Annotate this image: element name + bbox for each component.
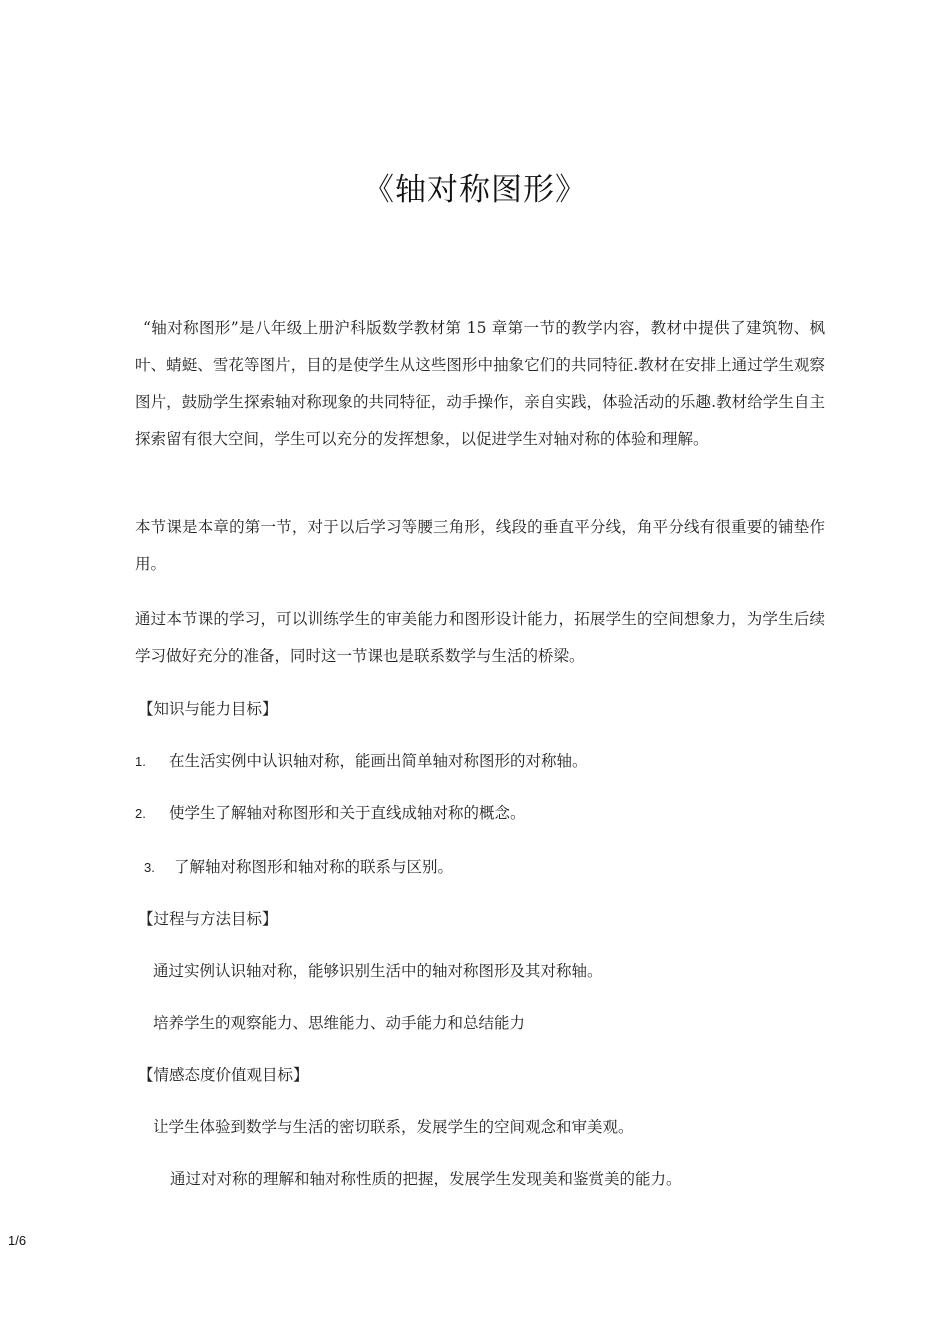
knowledge-item [144,855,453,880]
emotion-item: 通过对对称的理解和轴对称性质的把握，发展学生发现美和鉴赏美的能力。 [170,1170,682,1188]
knowledge-item [135,749,588,774]
knowledge-item-text: 在生活实例中认识轴对称，能画出简单轴对称图形的对称轴。 [169,752,588,770]
knowledge-item-number: 2. [135,806,146,821]
knowledge-item-text: 使学生了解轴对称图形和关于直线成轴对称的概念。 [169,804,526,822]
process-item: 通过实例认识轴对称，能够识别生活中的轴对称图形及其对称轴。 [153,962,603,980]
knowledge-item-text: 了解轴对称图形和轴对称的联系与区别。 [174,858,454,876]
knowledge-heading: 【知识与能力目标】 [138,700,278,718]
intro-paragraph-1: “轴对称图形”是八年级上册沪科版数学教材第 15 章第一节的教学内容，教材中提供了建筑物、枫叶、蜻蜓、雪花等图片，目的是使学生从这些图形中抽象它们的共同特征.教材在安排上通过学生观察图片，鼓励学生探索轴对称现象的共同特征，动手操作，亲自实践，体验活动的乐趣.教材给学生自主探索留有很大空间，学生可以充分的发挥想象，以促进学生对轴对称的体验和理解。 [135,319,825,448]
document-title: 《轴对称图形》 [363,172,587,208]
emotion-item: 让学生体验到数学与生活的密切联系，发展学生的空间观念和审美观。 [153,1118,634,1136]
process-heading: 【过程与方法目标】 [138,910,278,928]
knowledge-item [135,801,526,826]
intro-paragraph-3: 通过本节课的学习，可以训练学生的审美能力和图形设计能力，拓展学生的空间想象力，为学生后续学习做好充分的准备，同时这一节课也是联系数学与生活的桥梁。 [135,610,825,665]
emotion-heading: 【情感态度价值观目标】 [138,1066,309,1084]
knowledge-item-number: 3. [144,860,155,875]
page-indicator: 1/6 [8,1233,27,1248]
process-item: 培养学生的观察能力、思维能力、动手能力和总结能力 [153,1014,526,1032]
intro-paragraph-2: 本节课是本章的第一节，对于以后学习等腰三角形，线段的垂直平分线，角平分线有很重要的铺垫作用。 [135,518,825,573]
knowledge-item-number: 1. [135,754,146,769]
